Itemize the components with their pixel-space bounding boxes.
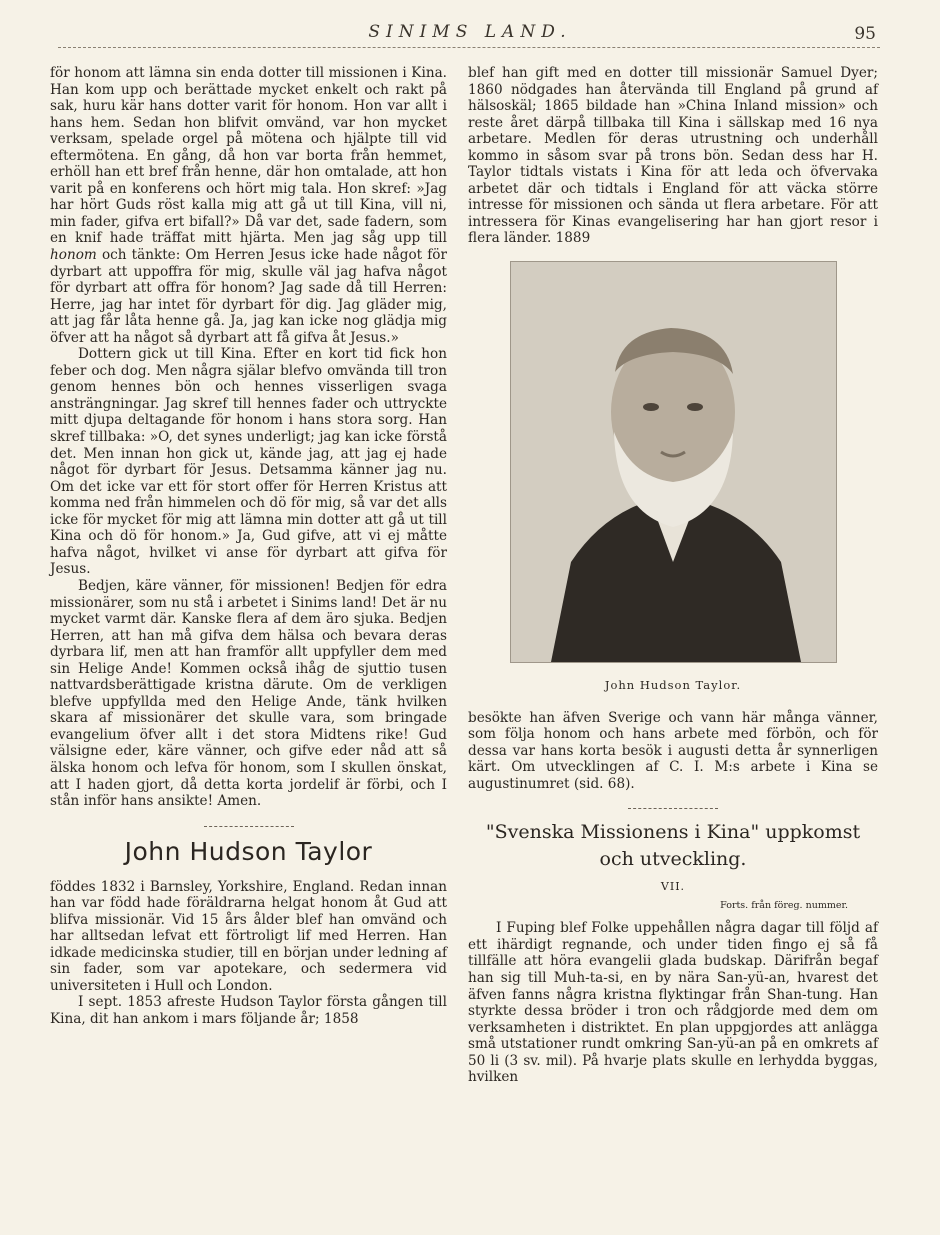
section-separator [628, 808, 718, 809]
series-title-line-2: och utveckling. [599, 848, 747, 871]
article-paragraph-1: föddes 1832 i Barnsley, Yorkshire, England. Redan innan han var född hade föräldrarna helgat honom åt Gud att blifva missionär. Vid 15 års ålder blef han omvänd och har alltsedan lefvat ett förtroligt lif med Herren. Han idkade medicinska studier, till en början under ledning af sin fader, som var apotekare, och sedermera vid universiteten i Hull och London. [50, 878, 447, 994]
right-paragraph-2: besökte han äfven Sverige och vann här många vänner, som följa honom och hans arbete med förbön, och för dessa var hans korta besök i augusti detta år synnerligen kärt. Om utvecklingen af C. I. M:s arbete i Kina se augustinumret (sid. 68). [468, 709, 878, 792]
page-number: 95 [854, 24, 876, 44]
portrait-caption: John Hudson Taylor. [604, 678, 742, 693]
right-paragraph-3: I Fuping blef Folke uppehållen några dagar till följd af ett ihärdigt regnande, och under tiden fingo ej så få tillfälle att höra evangelii glada budskap. Därifrån begaf han sig till Muh-ta-si, en by nära San-yü-an, hvarest det äfven fanns några kristna flyktingar från Shan-tung. Han styrkte dessa bröder i tron och rådgjorde med dem om verksamheten i distriktet. En plan uppgjordes att anlägga små utstationer rundt omkring San-yü-an på en omkrets af 50 li (3 sv. mil). På hvarje plats skulle en lerhydda byggas, hvilken [468, 920, 878, 1086]
right-column [468, 65, 878, 1086]
left-column [50, 65, 447, 1028]
left-paragraph-1-text: för honom att lämna sin enda dotter till missionen i Kina. Han kom upp och berättade mycket enkelt och rakt på sak, huru kär hans dotter varit för honom. Hon var allt i hans hem. Sedan hon blifvit omvänd, var hon mycket verksam, spelade orgel på mötena och hjälpte till vid eftermötena. En gång, då hon var borta från hemmet, erhöll han ett bref från henne, där hon omtalade, att hon varit på en konferens och hört mig tala. Hon skref: »Jag har hört Guds röst kalla mig att gå ut till Kina, vill ni, min fader, gifva ert bifall?» Då var det, sade fadern, som en knif hade träffat mitt hjärta. Men jag såg upp till [50, 65, 447, 247]
emphasized-word: honom [50, 247, 97, 264]
continued-note: Forts. från föreg. nummer. [720, 899, 848, 911]
article-paragraph-2: I sept. 1853 afreste Hudson Taylor första gången till Kina, dit han ankom i mars följande år; 1858 [50, 994, 447, 1027]
series-title-line-1: "Svenska Missionens i Kina" uppkomst [485, 821, 861, 844]
article-title: John Hudson Taylor [124, 836, 373, 866]
left-paragraph-2: Dottern gick ut till Kina. Efter en kort tid fick hon feber och dog. Men några själar blefvo omvända till tron genom hennes bön och hennes visserligen svaga ansträngningar. Jag skref till hennes fader och uttryckte mitt djupa deltagande för honom i hans stora sorg. Han skref tillbaka: »O, det synes underligt; jag kan icke förstå det. Men innan hon gick ut, kände jag, att jag ej hade något för dyrbart för Jesus. Detsamma känner jag nu. Om det icke var ett för stort offer för Herren Kristus att komma ned från himmelen och dö för mig, så var det alls icke för mycket för mig att lämna min dotter att gå ut till Kina och dö för honom.» Ja, Gud gifve, att vi ej måtte hafva något, hvilket vi anse för dyrbart att gifva för Jesus. [50, 346, 447, 578]
left-paragraph-3: Bedjen, käre vänner, för missionen! Bedjen för edra missionärer, som nu stå i arbetet i Sinims land! Det är nu mycket varmt där. Kanske flera af dem äro sjuka. Bedjen Herren, att han må gifva dem hälsa och bevara deras dyrbara lif, men att han framför allt uppfyller dem med sin Helige Ande! Kommen också ihåg de sjuttio tusen nattvardsberättigade kristna därute. Om de verkligen blefve uppfyllda med den Helige Ande, tänk hvilken skara af missionärer det skulle vara, som bringade evangelium öfver allt i det stora Midtens rike! Gud välsigne eder, käre vänner, och gifve eder nåd att så älska honom och lefva för honom, som I skullen önskat, att I haden gjort, då detta korta jordelif är förbi, och I stån inför hans ansikte! Amen. [50, 577, 447, 810]
part-number: VII. [660, 880, 686, 894]
portrait-photo [510, 261, 837, 663]
section-separator [204, 826, 294, 827]
left-paragraph-1 [50, 65, 447, 346]
right-paragraph-1: blef han gift med en dotter till missionär Samuel Dyer; 1860 nödgades han återvända till England på grund af hälsoskäl; 1865 bildade han »China Inland mission» och reste året därpå tillbaka till Kina i sällskap med 16 nya arbetare. Medlen för deras utrustning och underhåll kommo in såsom svar på trons bön. Sedan dess har H. Taylor tidtals vistats i Kina för att leda och öfvervaka arbetet där och tidtals i England för att väcka större intresse för missionen och sända ut flera arbetare. För att intressera för Kinas evangelisering har han gjort resor i flera länder. 1889 [468, 65, 878, 247]
series-title [468, 819, 878, 873]
running-title: SINIMS LAND. [368, 22, 572, 42]
header-rule [58, 47, 880, 48]
portrait-illustration [511, 262, 836, 662]
left-paragraph-1-continued: och tänkte: Om Herren Jesus icke hade något för dyrbart att uppoffra för mig, skulle väl jag hafva något för dyrbart att offra för honom? Jag sade då till Herren: Herre, jag har intet för dyrbart för dig. Jag gläder mig, att jag får låta henne gå. Ja, jag kan icke nog glädja mig öfver att ha något så dyrbart att få gifva åt Jesus.» [50, 247, 447, 346]
